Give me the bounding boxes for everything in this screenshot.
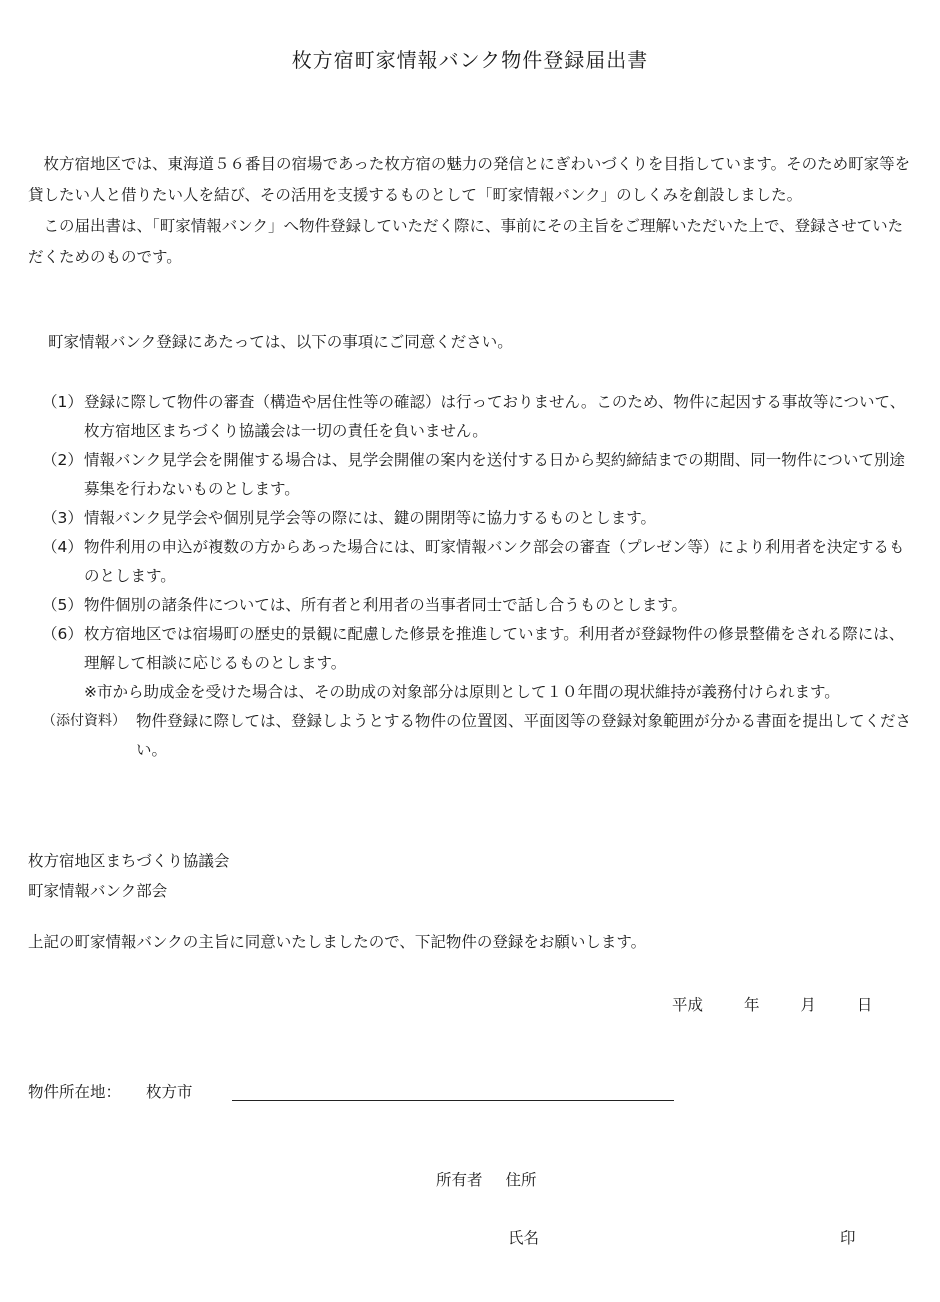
- item-text: 情報バンク見学会を開催する場合は、見学会開催の案内を送付する日から契約締結までの期間、同一物件について別途募集を行わないものとします。: [84, 451, 905, 498]
- item-text: 情報バンク見学会や個別見学会等の際には、鍵の開閉等に協力するものとします。: [84, 509, 656, 527]
- date-year: 年: [743, 996, 760, 1014]
- organization-name: 枚方宿地区まちづくり協議会: [28, 852, 230, 870]
- item-number: （2）: [42, 451, 83, 469]
- agreement-statement: 上記の町家情報バンクの主旨に同意いたしましたので、下記物件の登録をお願いします。: [28, 933, 647, 951]
- date-era: 平成: [672, 996, 704, 1014]
- property-location: [28, 1080, 192, 1102]
- attachment-label: （添付資料）: [42, 713, 126, 729]
- item-text: 物件利用の申込が複数の方からあった場合には、町家情報バンク部会の審査（プレゼン等）により利用者を決定するものとします。: [84, 538, 905, 585]
- item-number: （6）: [42, 625, 83, 643]
- owner-label: 所有者: [436, 1171, 483, 1189]
- item-number: （1）: [42, 393, 83, 411]
- owner-address-label: 住所: [505, 1171, 537, 1189]
- seal-label: 印: [840, 1229, 856, 1247]
- owner-name-label: 氏名: [508, 1229, 540, 1247]
- consent-lead: 町家情報バンク登録にあたっては、以下の事項にご同意ください。: [48, 333, 513, 351]
- date-day: 日: [856, 996, 873, 1014]
- item-note: ※市から助成金を受けた場合は、その助成の対象部分は原則として１０年間の現状維持が義務付けられます。: [84, 683, 840, 701]
- location-label: 物件所在地：: [28, 1083, 122, 1101]
- intro-paragraph-2: この届出書は、「町家情報バンク」へ物件登録していただく際に、事前にその主旨をご理解いただいた上で、登録させていただくためのものです。: [28, 217, 904, 266]
- location-city: 枚方市: [145, 1083, 193, 1101]
- item-text: 登録に際して物件の審査（構造や居住性等の確認）は行っておりません。このため、物件に起因する事故等について、枚方宿地区まちづくり協議会は一切の責任を負いません。: [84, 393, 906, 440]
- date-line: [672, 993, 872, 1015]
- consent-item-5: [28, 591, 914, 620]
- consent-item-1: [28, 388, 914, 446]
- date-month: 月: [800, 996, 816, 1014]
- organization-block: [28, 846, 229, 906]
- item-number: （5）: [42, 596, 83, 614]
- item-number: （4）: [42, 538, 83, 556]
- location-fill-line[interactable]: [232, 1100, 674, 1101]
- consent-item-4: [28, 533, 914, 591]
- intro-paragraph-1: 枚方宿地区では、東海道５６番目の宿場であった枚方宿の魅力の発信とにぎわいづくりを目指しています。そのため町家等を貸したい人と借りたい人を結び、その活用を支援するものとして「町家情報バンク」のしくみを創設しました。: [28, 155, 911, 204]
- owner-address-line: [436, 1168, 536, 1190]
- consent-item-2: [28, 446, 914, 504]
- attachment-note: [28, 707, 914, 765]
- consent-items: [28, 388, 914, 765]
- item-text: 枚方宿地区では宿場町の歴史的景観に配慮した修景を推進しています。利用者が登録物件の修景整備をされる際には、理解して相談に応じるものとします。: [84, 625, 905, 672]
- consent-item-3: [28, 504, 914, 533]
- attachment-text: 物件登録に際しては、登録しようとする物件の位置図、平面図等の登録対象範囲が分かる書面を提出してください。: [136, 712, 912, 759]
- item-text: 物件個別の諸条件については、所有者と利用者の当事者同士で話し合うものとします。: [84, 596, 687, 614]
- consent-item-6: [28, 620, 914, 707]
- document-title: 枚方宿町家情報バンク物件登録届出書: [291, 48, 649, 72]
- intro-section: [28, 149, 914, 273]
- organization-division: 町家情報バンク部会: [28, 882, 168, 900]
- item-number: （3）: [42, 509, 83, 527]
